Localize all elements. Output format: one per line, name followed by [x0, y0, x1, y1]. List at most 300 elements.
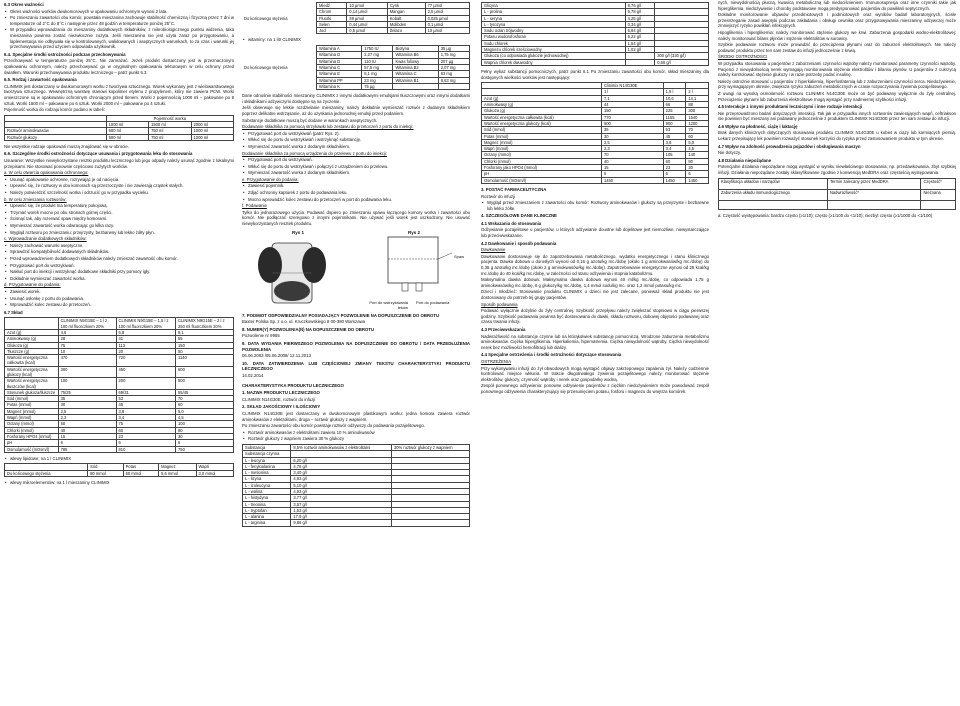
section-heading: 10. DATA ZATWIERDZENIA LUB CZĘŚCIOWEJ ZMIANY TEKSTU CHARAKTERYSTYKI PRODUKTU LECZNICZEGO [242, 360, 470, 372]
table-cell: 0,14 µmol [347, 9, 387, 15]
figure-1 [242, 230, 354, 310]
table-cell: 785 [58, 446, 116, 452]
paragraph: Potencjalne działania niepożądane mogą wystąpić w wyniku niewłaściwego stosowania, np. przedawkowania, zbyt szybkiej infuzji. Działania niepożądane zostały sklasyfikowane zgodnie z konwencją MedDRA oraz częstością występowania. [718, 164, 956, 176]
table-cell: Wartość energetyczna całkowita (kcal) [5, 355, 59, 367]
paragraph: Dokładne monitorowanie objawów przedmiotowych i podmiotowych oraz wyników badań laboratoryjnych, ścisłe przestrzeganie zasad aseptyki podczas zakładania i obsługi cewnika oraz przygotowywania mieszaniny odżywczej może zmniejszyć ryzyko powikłań infekcyjnych. [718, 12, 956, 29]
table-cell: 4,6 [58, 329, 116, 335]
table-cell: Nieznana [921, 189, 956, 200]
table-cell: L - alanina [243, 514, 291, 520]
table-cell: Cynk [387, 3, 425, 9]
bullet-text: • wlewy lipidowe; na 1 l CLINIMIX [4, 456, 234, 462]
bullet-text: • Roztwór glukozy z wapniem zawiera 30 % glukozy [242, 436, 470, 442]
subsection-heading: 4.3 Przeciwwskazania [481, 326, 526, 332]
subheading: ŚRODKI OSTROŻNOŚCI [718, 54, 768, 60]
vitamins-table [242, 45, 470, 90]
paragraph: Przechowywać w temperaturze poniżej 25°C. Nie zamrażać. Jeżeli produkt dostarczony jest w przeznaczonym opakowaniu ochronnym, należy przechowywać go w oryginalnym opakowaniu tekturowym w celu ochrony przed światłem. Warunki przechowywania produktu leczniczego – patrz punkt 6.3. [4, 58, 234, 75]
table-cell: Nadwrażliwość* [827, 189, 921, 200]
table-cell: 105 [663, 152, 686, 158]
table-cell: 1200 [686, 120, 709, 126]
table-cell [393, 83, 438, 89]
column-4 [718, 0, 956, 706]
table-cell: Witamina B1 [393, 77, 438, 83]
table-cell: 500 ml [106, 134, 148, 140]
table-cell: Wartość energetyczna glukozy (kcal) [482, 120, 602, 126]
table-cell: 66 [663, 102, 686, 108]
table-cell: 1,53 g/l [291, 507, 392, 513]
section-heading: 2. SKŁAD JAKOŚCIOWY I ILOŚCIOWY [242, 404, 321, 410]
table-cell: 14,1 [686, 95, 709, 101]
table-cell: L - izoleucyna [243, 482, 291, 488]
table-header: 2 l [686, 89, 709, 95]
paragraph: Nie dotyczy. [718, 150, 742, 156]
paragraph: Tylko do jednorazowego użycia. Podawać dopiero po zmieszaniu spawu łączącego komory worka i zawartości obu komór. Nie podłączać szeregowo z innymi pojemnikami. Nie używać jeśli worek jest uszkodzony. Nie usuwać niewykorzystanych resztek produktu. [242, 209, 470, 227]
section-heading: 8. NUMER(Y) POZWOLENIA(Ń) NA DOPUSZCZENIE DO OBROTU [242, 326, 375, 332]
table-cell: 3,40 g/l [291, 470, 392, 476]
table-cell: L - seryna [482, 15, 626, 21]
table-cell [625, 59, 655, 65]
paragraph: CLINIMIX jest dostarczany w dwukomorowym worku z tworzywa sztucznego. Worek wykonany jest z wielowarstwowego tworzywa sztucznego. Wewnętrzną warstwę stanowi kopolimer etylenu z propylenem, który nie zawiera PCW. Worki umieszczone są w opakowaniu ochronnym chroniącym przed tlenem. Worki z pojemnością 1000 ml – pakowane po 8 sztuk. Worki 1500 ml – pakowane po 6 sztuk. Worki 2000 ml – pakowane po 4 sztuki. [4, 83, 234, 106]
paragraph: 06.06.2003 /05.06.2008/ 12.11.2013 [242, 353, 311, 359]
paragraph: Odżywianie pozajelitowe u pacjentów, u których odżywianie doustne lub dojelitowe jest niemożliwe, niewystarczające lub przeciwwskazane. [481, 227, 709, 239]
table-cell: 4,76 g/l [291, 463, 392, 469]
table-cell: 1540 [686, 114, 709, 120]
table-cell: Tłuszcze (g) [5, 348, 59, 354]
table-cell: 2,3 [601, 146, 663, 152]
table-cell: pH [5, 440, 59, 446]
bullet-text: • Wkłuć się do portu do wstrzykiwań i wstrzyknąć substancję. [242, 137, 470, 143]
table-cell: 2,5 [601, 139, 663, 145]
subheading: a. W celu otwarcia opakowania ochronnego: [4, 170, 89, 176]
paragraph: Hipoglikemia i hiperglikemia: należy monitorować stężenie glukozy we krwi. Zaburzenia gospodarki wodno-elektrolitowej: należy monitorować bilans płynów i stężenie elektrolitów w surowicy. [718, 29, 956, 41]
table-cell: L - treonina [243, 501, 291, 507]
table-cell: Potasu wodorofosforan [482, 34, 626, 40]
figure-2-label: Rys 2 [407, 229, 420, 235]
table-cell: 75/25 [58, 389, 116, 395]
table-row [719, 189, 956, 200]
column-3 [481, 0, 709, 706]
table-cell: 1140 [176, 355, 234, 367]
table-header: Klasyfikacja układów i narządów [719, 178, 828, 189]
bullet-text: • Okres ważności worków dwukomorowych w opakowaniu ochronnym wynosi 2 lata. [4, 9, 234, 15]
table-cell: 60 [686, 133, 709, 139]
table-cell: Osmolarność (mOsm/l) [5, 446, 59, 452]
table-cell: 3,0 mmol [196, 470, 234, 476]
table-cell: 500 ml [106, 128, 148, 134]
table-row-label: Do końcowego stężenia [244, 64, 288, 70]
table-row [5, 470, 234, 476]
table-cell: 40 [601, 158, 663, 164]
table-cell: 60 mmol [123, 470, 158, 476]
paragraph: Z uwagi na wysoką osmolarność roztworu CLINIMIX N14G30E może on być podawany wyłącznie do żyły centralnej. Przeciążenie płynami lub zaburzenia elektrolitowe mogą wystąpić przy nadmiernej szybkości infuzji. [718, 90, 956, 102]
table-cell: 80 [176, 427, 234, 433]
injection-port-label: Port do wstrzykiwania leków [369, 299, 408, 311]
section-heading: 1. NAZWA PRODUKTU LECZNICZEGO [242, 390, 320, 396]
table-cell: Osmolarność (mOsm/l) [482, 177, 602, 183]
table-cell: Octany (mmol) [482, 152, 602, 158]
subheading: Dodawanie składnika za pomocą strzykawki lub zestawu do przetoczeń z portu do iniekcji: [242, 124, 414, 130]
bullet-text: • Roztwór aminokwasów z elektrolitami zawiera 10 % aminokwasów [242, 430, 470, 436]
table-cell: 10 [58, 348, 116, 354]
bullet-text: • Wymieszać zawartość worka z dodanym składnikiem. [242, 144, 470, 150]
table-cell: 60 [116, 427, 176, 433]
table-cell: 8,76 g/l [625, 3, 655, 9]
table-header: 8,5% roztwór aminokwasów z elektrolitami [291, 444, 392, 450]
bullet-text: • Przygotować port do wstrzykiwań (patrz Rys. 2). [242, 131, 470, 137]
table-cell: Witamina PP [317, 77, 362, 83]
table-header: 1000 ml [106, 121, 148, 127]
table-cell: 75 [116, 421, 176, 427]
table-header: Clinimix N14G30E [601, 83, 663, 89]
table-header: Wapń [196, 464, 234, 470]
subheading: c. Wprowadzanie dodatkowych składników: [4, 236, 87, 242]
adverse-events-table [718, 178, 956, 210]
table-cell: Kwas foliowy [393, 58, 438, 64]
table-cell: 0,66 g/l [655, 59, 709, 65]
table-cell: 75 µg [362, 83, 393, 89]
table-cell: Witamina E [317, 71, 362, 77]
subheading: Dodawanie składnika za pomocą urządzenia do przelewu z portu do iniekcji: [242, 150, 387, 156]
table-cell: 4,5 [686, 146, 709, 152]
paragraph: Przy wykonywaniu infuzji do żył obwodowych mogą wystąpić objawy zakrzepowego zapalenia żył. Należy codziennie kontrolować miejsce wkłucia. W trakcie długotrwałego żywienia pozajelitowego należy monitorować stężenie elektrolitów, glukozy, czynność wątroby i nerek oraz gospodarkę wodną. [481, 365, 709, 382]
table-cell: 6 [58, 440, 116, 446]
table-cell: 35 µg [438, 46, 469, 52]
table-cell: 30 [601, 133, 663, 139]
table-header: 1,5 l [663, 89, 686, 95]
table-header: 1500 ml [149, 121, 191, 127]
table-header: Substancja [243, 444, 291, 450]
table-cell: Witamina D [317, 52, 362, 58]
table-cell: 5,78 g/l [625, 9, 655, 15]
table-cell: 3,57 g/l [291, 501, 392, 507]
table-cell: 1000 ml [191, 128, 233, 134]
table-cell: 6 [663, 171, 686, 177]
table-cell: 300 [686, 108, 709, 114]
table-cell: Witamina A [317, 46, 362, 52]
table-cell: 150 [176, 342, 234, 348]
table-cell: Wartość energetyczna tłuszczów (kcal) [5, 378, 59, 390]
figure-2 [358, 230, 470, 310]
table-cell: 9,86 g/l [291, 520, 392, 526]
table-cell: Wapnia chlorek dwuwodny [482, 59, 626, 65]
table-cell [438, 83, 469, 89]
bullet-text: • Mocno wprowadzić kolec zestawu do przetoczeń w port do podawania leku. [242, 197, 470, 203]
subheading: OSTRZEŻENIA [481, 358, 512, 364]
table-cell: 300 [58, 366, 116, 378]
table-cell: 23 [663, 165, 686, 171]
table-cell: 4,25 g/l [625, 15, 655, 21]
table-cell: 88 [686, 102, 709, 108]
table-cell: Witamina K [317, 83, 362, 89]
table-cell: 0,025 µmol [425, 15, 469, 21]
table-cell: Zaburzenia układu immunologicznego [719, 189, 828, 200]
substances-table [242, 444, 470, 527]
table-cell: 77 µmol [425, 3, 469, 9]
table-cell: 500 [176, 378, 234, 390]
table-cell: 8,63 mg [438, 77, 469, 83]
table-cell: Do końcowego stężenia [5, 470, 88, 476]
table-cell: 5,84 g/l [625, 28, 655, 34]
table-cell: Miedź [317, 3, 347, 9]
composition-table [4, 317, 234, 453]
table-row [719, 200, 956, 209]
table-row [5, 366, 234, 378]
table-cell: Glukoza (g) [5, 342, 59, 348]
table-cell: 5,6 mmol [159, 470, 196, 476]
paragraph: Jeśli obserwuje się lekkie rozdzielanie mieszaniny, należy dokładnie wymieszać roztwór z dodanym składnikiem poprzez delikatne wstrząsanie, aż do uzyskania jednorodnej emulsji przed podaniem. [242, 105, 470, 116]
figure-1-label: Rys 1 [291, 229, 304, 235]
bullet-text: • Ścisnąć tak, aby rozerwać spaw między komorami. [4, 216, 234, 222]
table-cell: 60 [176, 402, 234, 408]
table-cell: 113 [116, 342, 176, 348]
table-cell: 17,9 g/l [291, 514, 392, 520]
paragraph: Nie wszystkie rodzaje opakowań muszą znajdować się w obrocie. [4, 143, 129, 149]
table-header: Częstość* [921, 178, 956, 189]
table-cell: Aminokwasy (g) [482, 102, 602, 108]
table-cell: 4,5 [176, 415, 234, 421]
table-cell [827, 200, 921, 209]
table-cell: 10 µmol [347, 3, 387, 9]
table-cell: 75 [58, 342, 116, 348]
table-cell: 1450 [663, 177, 686, 183]
table-cell: 3,4 [116, 415, 176, 421]
table-header-row [5, 318, 234, 330]
subheading: b. W celu zmieszania roztworów: [4, 196, 67, 202]
table-cell: 6 [601, 171, 663, 177]
table-header [5, 318, 59, 330]
table-cell: Glukoza (co odpowiada glukozie jednowodnej) [482, 53, 626, 59]
table-cell: 80 [686, 158, 709, 164]
table-cell: Glicyna [482, 3, 626, 9]
table-cell: 6,8 [116, 329, 176, 335]
bullet-text: • Zawiesić worek. [4, 289, 234, 295]
section-heading: 6.7 Skład [4, 309, 23, 315]
table-header: Termin zalecany przez MedDRA [827, 178, 921, 189]
table-cell: Azot (g) [482, 95, 602, 101]
table-header: CLINIMIX N9G15E – 1,5 l z 100 ml fluorczkiem 20% [116, 318, 176, 330]
bullet-text: • Dokładnie wymieszać zawartość worka. [4, 276, 234, 282]
table-cell: 5,22 g/l [625, 34, 655, 40]
section-heading: 6.5. Rodzaj i zawartość opakowania [4, 77, 77, 83]
table-cell: L - leucyna [243, 457, 291, 463]
table-cell: Wapń (mmol) [5, 415, 59, 421]
paragraph: Maksymalna dawka dobowa: Maksymalna dawka dobowa wynosi 40 ml/kg mc./dobę, co odpowiada 1,75 g aminokwasów/kg mc./dobę, 6 g glukozy/kg mc./dobę, 1,4 mmol sodu/kg mc. oraz 1,2 mmol potasu/kg mc. [481, 277, 709, 288]
table-row [482, 177, 709, 183]
table-cell: 0,5 µmol [347, 28, 387, 34]
table-cell: L - fenyloalanina [243, 463, 291, 469]
paragraph: Dawkowanie dostosowuje się do zapotrzebowania metabolicznego, wydatku energetycznego i stanu klinicznego pacjenta. Dawka dobowa u dorosłych wynosi od 0,16 g azotu/kg mc./dobę (około 1 g aminokwasów/kg mc./dobę) do 0,35 g azotu/kg mc./dobę (około 2 g aminokwasów/kg mc./dobę). Zapotrzebowanie energetyczne wynosi od 25 kcal/kg mc./dobę do 40 kcal/kg mc./dobę, w zależności od stanu odżywienia i stopnia katabolizmu. [481, 253, 709, 276]
table-cell: 70 [601, 152, 663, 158]
table-cell: Witamina B6 [393, 52, 438, 58]
table-cell: 100 [176, 421, 234, 427]
paragraph: Nadwrażliwość na substancje czynne lub na którąkolwiek substancję pomocniczą. Wrodzone zaburzenia metabolizmu aminokwasów. Ciężka hiperglikemia. Hiperkaliemia, hipernatremia. Ciężka niewydolność wątroby. Ciężka niewydolność nerek bez możliwości hemofiltracji lub dializy. [481, 333, 709, 350]
table-cell: 10,6 [663, 95, 686, 101]
section-heading: 6.3 Okres ważności [4, 2, 44, 7]
section-heading: 9. DATA WYDANIA PIERWSZEGO POZWOLENIA NA DOPUSZCZENIE DO OBROTU / DATA PRZEDŁUŻENIA POZWOLENIA [242, 341, 470, 352]
table-cell: 1,54 g/l [625, 40, 655, 46]
table-cell: 45 [116, 402, 176, 408]
paragraph: W przypadku stosowania u pacjentów z zaburzeniami czynności wątroby należy monitorować parametry czynności wątroby. Pacjenci z niewydolnością nerek wymagają monitorowania stężenia elektrolitów i bilansu płynów. U pacjentów z cukrzycą należy kontrolować stężenie glukozy i w razie potrzeby podać insulinę. [718, 60, 956, 78]
bullet-text: • Zawiesić pojemnik. [242, 183, 470, 189]
table-row [5, 378, 234, 390]
table-cell: 750 [176, 446, 234, 452]
bullet-text: • Przygotować port do wstrzykiwań. [242, 157, 470, 163]
table-header: 2000 ml [191, 121, 233, 127]
subheading: d. Przygotowanie do podania: [4, 282, 61, 288]
table-cell: 1,75 mg [438, 52, 469, 58]
table-cell: 50 [58, 421, 116, 427]
paragraph: Pełny wykaz substancji pomocniczych, patrz punkt 6.1 Po zmieszaniu zawartości obu komór, skład mieszaniny dla dostępnych wielkości worków jest następujący: [481, 68, 709, 80]
subsection-heading: 4.8 Działania niepożądane [718, 157, 772, 163]
table-cell: 4,93 g/l [291, 488, 392, 494]
table-cell: 200 [116, 378, 176, 390]
footnote: a: Częstość występowania: bardzo często (≥1/10); często (≥1/100 do <1/10); niezbyt często (≥1/1000 do <1/100) [718, 212, 933, 218]
table-cell: Witamina B2 [393, 64, 438, 70]
table-cell: 50 [176, 348, 234, 354]
table-cell: 23 [116, 433, 176, 439]
table-cell: 110 IU [362, 58, 393, 64]
table-cell: 63 mg [438, 71, 469, 77]
subsection-heading: 4.4 Specjalne ostrzeżenia i środki ostrożności dotyczące stosowania [481, 352, 622, 358]
table-cell: 5,1 mg [362, 71, 393, 77]
paragraph: Nie przeprowadzono badań dotyczących interakcji. Tak jak w przypadku innych roztworów zawierających wapń, ceftriakson nie powinien być mieszany ani podawany jednocześnie z produktem CLINIMIX N14G30E przez ten sam zestaw do infuzji. [718, 110, 956, 122]
table-cell: 900 [663, 120, 686, 126]
table-cell: 15 [601, 165, 663, 171]
table-cell: 6,20 g/l [291, 457, 392, 463]
table-cell: Sodu chlorek [482, 40, 626, 46]
table-header: Magnez [159, 464, 196, 470]
bullet-text: • Usunąć opakowanie ochronne, rozrywając je od nacięcia. [4, 177, 234, 183]
table-row [5, 355, 234, 367]
paragraph: Pojemność worka do rodzaju komór podano w tabeli: [4, 107, 105, 113]
table-cell: 0,34 g/l [625, 21, 655, 27]
column-1 [4, 0, 234, 706]
table-cell: L - prolina [482, 9, 626, 15]
column-2 [242, 0, 470, 706]
section-heading: 6.4. Specjalne środki ostrożności podczas przechowywania [4, 51, 126, 57]
paragraph: Szybkie podawanie roztworu może prowadzić do przeciążenia płynami oraz do zaburzeń elektrolitowych. Nie należy podawać produktu przez ten sam zestaw do infuzji jednocześnie z krwią. [718, 42, 956, 53]
section-heading: 4. SZCZEGÓŁOWE DANE KLINICZNE [481, 213, 557, 219]
bullet-text: • W przypadku wprowadzania do mieszaniny dodatkowych składników, z mikrobiologicznego punktu widzenia, taka mieszanina powinna zostać niezwłocznie zużyta. Jeśli mieszanina nie jest użyta zaraz po przygotowaniu, a laplementacja nie odbywała się w kontrolowanych, walidowanych i aseptycznych warunkach, to za czas i warunki jej przechowywania przed użyciem odpowiada użytkownik. [4, 27, 234, 49]
table-header: Pojemność worka [106, 115, 233, 121]
table-cell: 0,44 µmol [347, 21, 387, 27]
paragraph: Usuwanie: Wszystkie niewykorzystane resztki produktu leczniczego lub jego odpady należy usunąć zgodnie z lokalnymi przepisami. Nie stosować ponownie częściowo zużytych worków. [4, 158, 234, 169]
table-cell: Sód (mmol) [5, 396, 59, 402]
table-cell: pH [482, 171, 602, 177]
trace-elements-table [242, 2, 470, 34]
table-cell: Witamina C [393, 71, 438, 77]
paragraph: nych, niewydolnością płucną, kwasicą metaboliczną lub niedociśnieniem. Immunosupresja oraz inne czynniki takie jak hiperglikemia, niedożywienie i choroby podstawowe mogą predysponować pacjentów do powikłań septycznych. [718, 0, 956, 11]
section-heading: 7. PODMIOT ODPOWIEDZIALNY POSIADAJĄCY POZWOLENIE NA DOPUSZCZENIE DO OBROTU [242, 312, 440, 318]
substances-table-cont [481, 2, 709, 66]
paragraph: Po zmieszaniu zawartości obu komór powstaje roztwór odżywczy do podawania pozajelitowego. [242, 423, 425, 429]
bullet-text: • Wprowadzić kolec zestawu do przetoczeń. [4, 302, 234, 308]
paragraph: Pozwolenie nr 9955 [242, 333, 280, 339]
table-row-label: Do końcowego stężenia [244, 15, 288, 21]
table-cell: 3,8 [116, 408, 176, 414]
table-cell: 80 mmol [88, 470, 123, 476]
bullet-text: • Należy potwierdzić szczelność worka i odrzucić go w przypadku wycieku. [4, 190, 234, 196]
bullet-text: • Przygotować port do wstrzykiwań. [4, 263, 234, 269]
table-cell: Sód (mmol) [482, 127, 602, 133]
table-cell: 1,02 g/l [625, 47, 655, 53]
table-cell: 2,3 [58, 415, 116, 421]
bullet-text: • Wymieszać zawartość worka z dodanym składnikiem. [242, 170, 470, 176]
paragraph: Zespół ponownego odżywienia: ponowne odżywienie pacjentów z ciężkim niedożywieniem może powodować zespół ponownego odżywienia charakteryzujący się przesunięciem potasu, fosforu i magnezu do wnętrza komórek. [481, 383, 709, 394]
table-cell: 44 [601, 102, 663, 108]
table-cell: 100 [58, 378, 116, 390]
table-cell: L - tryptofan [243, 507, 291, 513]
subsection-heading: 4.5 Interakcje z innymi produktami leczniczymi i inne rodzaje interakcji [718, 104, 862, 110]
table-cell: 1450 [686, 177, 709, 183]
table-cell: 720 [116, 355, 176, 367]
subheading: Dawkowanie [481, 247, 506, 253]
table-cell: Chlorki (mmol) [5, 427, 59, 433]
table-cell: 55/45 [176, 389, 234, 395]
table-cell: 1750 IU [362, 46, 393, 52]
table-cell: 70 [686, 127, 709, 133]
table-cell: 10 µmol [425, 28, 469, 34]
administration-port-label: Port do podawania [416, 299, 450, 305]
paragraph: Brak danych klinicznych dotyczących stosowania produktu CLINIMIX N14G30E u kobiet w ciąży lub karmiących piersią. Lekarz przepisujący lek powinien rozważyć stosunek korzyści do ryzyka przed zastosowaniem produktu w tym okresie. [718, 130, 956, 142]
table-cell: 5,10 g/l [291, 482, 392, 488]
table-cell: Magnez (mmol) [482, 139, 602, 145]
table-cell: Chrom [317, 9, 347, 15]
bullet-text: • Trzymać worek mocno po obu stronach górnej części. [4, 210, 234, 216]
table-header: Sód [88, 464, 123, 470]
table-cell: Witamina D [317, 58, 362, 64]
table-cell: Kobalt [387, 15, 425, 21]
table-cell: 45 [663, 133, 686, 139]
table-cell: 810 [116, 446, 176, 452]
table-header: 30% roztwór glukozy z wapniem [392, 444, 470, 450]
table-cell [392, 520, 470, 526]
table-cell: 35 [601, 127, 663, 133]
bullet-text: • Upewnić się, że produkt ma temperaturę pokojową. [4, 203, 234, 209]
table-cell: Sodu octan trójwodny [482, 28, 626, 34]
table-cell: 207 µg [438, 58, 469, 64]
spaw-label: Spaw [454, 253, 465, 259]
table-cell: Fluorki [317, 15, 347, 21]
table-cell: 20 [116, 348, 176, 354]
paragraph: Dzieci i młodzież: Stosowanie produktu CLINIMIX u dzieci nie jest zalecane, ponieważ skład produktu nie jest dostosowany do potrzeb tej grupy pacjentów. [481, 289, 709, 300]
bullet-text: • Wygląd roztworu po zmieszaniu: przejrzysty, bezbarwny lub lekko żółty płyn. [4, 230, 234, 236]
bullet-text: • Usunąć osłonkę z portu do podawania. [4, 296, 234, 302]
table-cell: 53 [116, 396, 176, 402]
table-cell: Mangan [387, 9, 425, 15]
table-cell: Roztwór aminokwasów [5, 128, 107, 134]
table-cell: 770 [601, 114, 663, 120]
table-cell: 7,1 [601, 95, 663, 101]
table-cell: 35 [58, 396, 116, 402]
table-cell: 600 [176, 366, 234, 378]
table-cell: 300 g/l (330 g/l) [655, 53, 709, 59]
table-cell: 3,4 [663, 146, 686, 152]
paragraph: Podawać wyłącznie dożylnie do żyły centralnej. Szybkość przepływu należy zwiększać stopniowo w ciągu pierwszej godziny. Szybkość podawania powinna być dostosowana do dawki, składu roztworu, dobowej objętości podawanej oraz czasu trwania infuzji. [481, 308, 709, 325]
section-heading: 3. POSTAĆ FARMACEUTYCZNA [481, 186, 547, 192]
table-cell: 60 [663, 158, 686, 164]
table-cell: 53 [663, 127, 686, 133]
table-cell: 0,1 µmol [425, 21, 469, 27]
table-cell: Fosforany jako HPO4 (mmol) [482, 165, 602, 171]
table-cell: Żelazo [387, 28, 425, 34]
table-cell: Wartość energetyczna całkowita (kcal) [482, 114, 602, 120]
table-cell: 6 [686, 171, 709, 177]
table-header: Potas [123, 464, 158, 470]
table-header: CLINIMIX N9G15E – 2 l z 250 ml fluorczkiem 20% [176, 318, 234, 330]
table-cell: 600 [601, 120, 663, 126]
table-cell [719, 200, 828, 209]
table-cell: Biotyna [393, 46, 438, 52]
